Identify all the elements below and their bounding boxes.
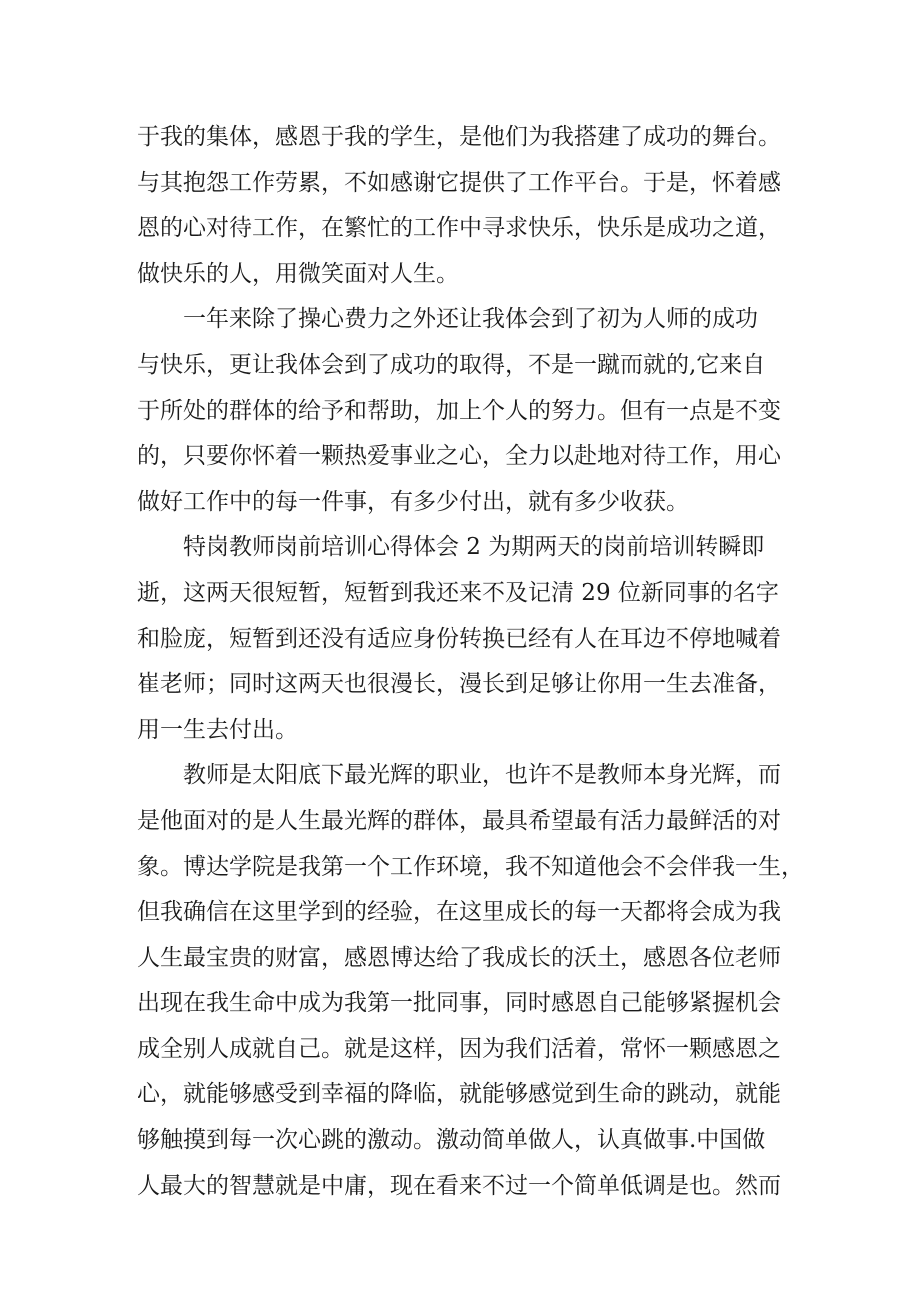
text-line: 做好工作中的每一件事，有多少付出，就有多少收获。 xyxy=(137,488,689,515)
text-line: 和脸庞，短暂到还没有适应身份转换已经有人在耳边不停地喊着 xyxy=(137,625,781,652)
text-line: 做快乐的人，用微笑面对人生。 xyxy=(137,260,459,287)
text-line: 心，就能够感受到幸福的降临，就能够感觉到生命的跳动，就能 xyxy=(137,1081,781,1108)
text-line: 的，只要你怀着一颗热爱事业之心，全力以赴地对待工作，用心 xyxy=(137,443,781,470)
text-line: 与其抱怨工作劳累，不如感谢它提供了工作平台。于是，怀着感 xyxy=(137,169,781,196)
text-line: 象。博达学院是我第一个工作环境，我不知道他会不会伴我一生， xyxy=(137,853,804,880)
document-body xyxy=(137,115,804,1209)
text-line: 够触摸到每一次心跳的激动。激动简单做人，认真做事.中国做 xyxy=(137,1127,766,1154)
text-line: 逝，这两天很短暂，短暂到我还来不及记清 29 位新同事的名字 xyxy=(137,579,779,606)
text-line: 恩的心对待工作，在繁忙的工作中寻求快乐，快乐是成功之道， xyxy=(137,215,781,242)
text-line: 于我的集体，感恩于我的学生，是他们为我搭建了成功的舞台。 xyxy=(137,124,781,150)
text-line: 崔老师；同时这两天也很漫长，漫长到足够让你用一生去准备， xyxy=(137,671,781,698)
text-line: 于所处的群体的给予和帮助，加上个人的努力。但有一点是不变 xyxy=(137,397,781,424)
text-line: 用一生去付出。 xyxy=(137,716,298,743)
text-line: 出现在我生命中成为我第一批同事，同时感恩自己能够紧握机会 xyxy=(137,990,781,1017)
text-line: 但我确信在这里学到的经验，在这里成长的每一天都将会成为我 xyxy=(137,899,781,926)
text-line: 人最大的智慧就是中庸，现在看来不过一个简单低调是也。然而 xyxy=(137,1172,781,1199)
paragraph-first-line: 一年来除了操心费力之外还让我体会到了初为人师的成功 xyxy=(183,306,758,333)
text-line: 是他面对的是人生最光辉的群体，最具希望最有活力最鲜活的对 xyxy=(137,807,781,834)
text-line: 人生最宝贵的财富，感恩博达给了我成长的沃土，感恩各位老师 xyxy=(137,944,781,971)
text-line: 与快乐，更让我体会到了成功的取得，不是一蹴而就的,它来自 xyxy=(137,351,766,378)
paragraph-first-line: 教师是太阳底下最光辉的职业，也许不是教师本身光辉，而 xyxy=(183,762,781,789)
paragraph-first-line: 特岗教师岗前培训心得体会 2 为期两天的岗前培训转瞬即 xyxy=(183,534,765,561)
text-line: 成全别人成就自己。就是这样，因为我们活着，常怀一颗感恩之 xyxy=(137,1035,781,1062)
